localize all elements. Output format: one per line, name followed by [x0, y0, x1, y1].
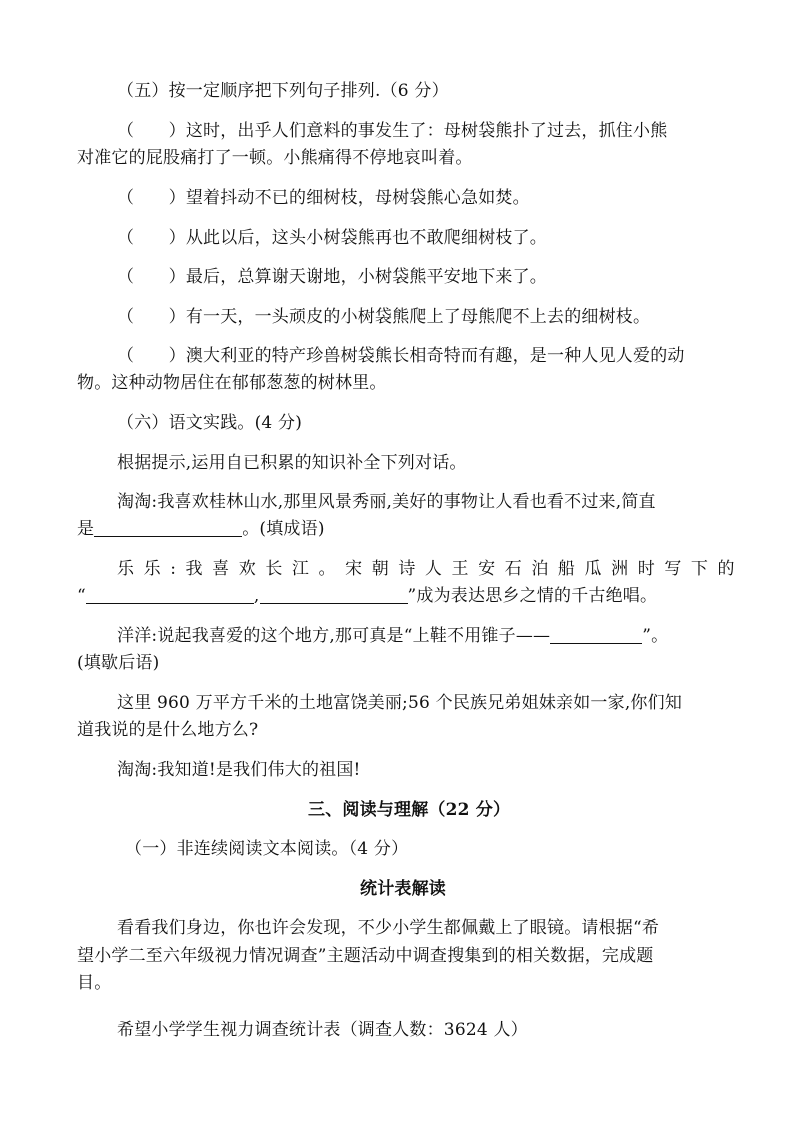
sentence-item-1-cont: 对准它的屁股痛打了一顿。小熊痛得不停地哀叫着。: [77, 148, 473, 168]
article-title: 统计表解读: [360, 879, 446, 899]
section-6-intro: 根据提示,运用自已积累的知识补全下列对话。: [117, 453, 467, 473]
article-para-line1: 看看我们身边，你也许会发现，不少小学生都佩戴上了眼镜。请根据“希: [117, 918, 660, 938]
poem-line-2-blank[interactable]: [260, 587, 408, 604]
sentence-item-2: [117, 187, 530, 209]
sentence-item-4: [117, 266, 547, 288]
paragraph-1-line1: 这里 960 万平方千米的土地富饶美丽;56 个民族兄弟姐妹亲如一家,你们知: [117, 693, 683, 713]
poem-comma: ,: [253, 586, 260, 606]
sentence-text-1: 这时，出乎人们意料的事发生了：母树袋熊扑了过去，抓住小熊: [185, 121, 668, 141]
dialogue-4: 淘淘:我知道!是我们伟大的祖国!: [117, 760, 361, 780]
reading-subsection-title: （一）非连续阅读文本阅读。（4 分）: [125, 839, 409, 859]
answer-bracket-1[interactable]: （ ）: [117, 121, 186, 141]
dialogue-3-text: 洋洋:说起我喜爱的这个地方,那可真是“上鞋不用锥子——: [117, 626, 551, 646]
dialogue-1-line2: [77, 518, 325, 540]
dialogue-3-end: ”。: [642, 626, 669, 646]
article-para-line3: 目。: [77, 973, 112, 993]
section-5-title: （五）按一定顺序把下列句子排列.（6 分）: [117, 81, 449, 101]
answer-bracket-6[interactable]: （ ）: [117, 346, 186, 366]
section-3-heading: 三、阅读与理解（22 分）: [308, 800, 511, 820]
sentence-item-1: [117, 120, 667, 142]
sentence-text-5: 有一天，一头顽皮的小树袋熊爬上了母熊爬不上去的细树枝。: [185, 307, 651, 327]
quote-open: “: [77, 586, 86, 606]
poem-line-1-blank[interactable]: [86, 587, 254, 604]
dialogue-3-line2: (填歇后语): [77, 653, 160, 673]
dialogue-1-line1: 淘淘:我喜欢桂林山水,那里风景秀丽,美好的事物让人看也看不过来,简直: [117, 492, 656, 512]
answer-bracket-2[interactable]: （ ）: [117, 188, 186, 208]
sentence-text-3: 从此以后，这头小树袋熊再也不敢爬细树枝了。: [185, 228, 548, 248]
sentence-item-5: [117, 306, 650, 328]
answer-bracket-5[interactable]: （ ）: [117, 307, 186, 327]
answer-bracket-4[interactable]: （ ）: [117, 267, 186, 287]
sentence-item-6-cont: 物。这种动物居住在郁郁葱葱的树林里。: [77, 373, 387, 393]
xiehouyu-answer-blank[interactable]: [550, 627, 642, 644]
section-6-title: （六）语文实践。(4 分): [117, 413, 303, 433]
dialogue-3-line1: [117, 625, 668, 647]
article-para-line2: 望小学二至六年级视力情况调查”主题活动中调查搜集到的相关数据，完成题: [77, 946, 654, 966]
table-caption: 希望小学学生视力调查统计表（调查人数：3624 人）: [117, 1020, 528, 1040]
sentence-item-6: [117, 345, 685, 367]
dialogue-1-suffix: 。(填成语): [242, 519, 325, 539]
paragraph-1-line2: 道我说的是什么地方么?: [77, 720, 259, 740]
answer-bracket-3[interactable]: （ ）: [117, 228, 186, 248]
dialogue-1-prefix: 是: [77, 519, 95, 539]
idiom-answer-blank[interactable]: [94, 520, 242, 537]
dialogue-2-close: ”成为表达思乡之情的千古绝唱。: [407, 586, 658, 606]
dialogue-2-line2: [77, 585, 657, 607]
dialogue-2-line1: 乐乐:我喜欢长江。宋朝诗人王安石泊船瓜洲时写下的: [117, 559, 745, 579]
sentence-text-2: 望着抖动不已的细树枝，母树袋熊心急如焚。: [185, 188, 530, 208]
sentence-text-4: 最后，总算谢天谢地，小树袋熊平安地下来了。: [185, 267, 548, 287]
sentence-item-3: [117, 227, 547, 249]
sentence-text-6: 澳大利亚的特产珍兽树袋熊长相奇特而有趣，是一种人见人爱的动: [185, 346, 685, 366]
